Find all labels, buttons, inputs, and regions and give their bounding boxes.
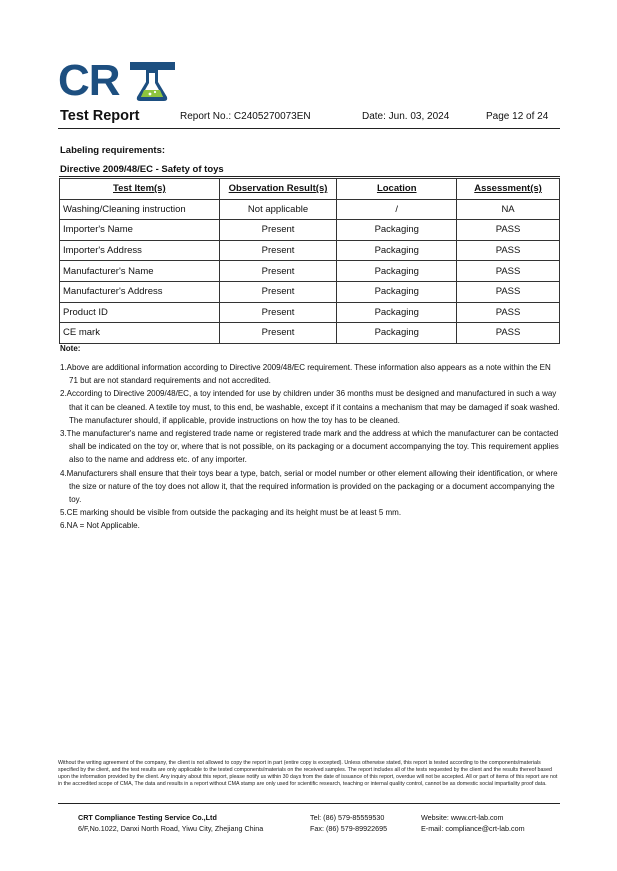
assessment-cell: PASS [457,220,560,241]
flask-t-icon [130,60,176,102]
location-cell: / [337,199,457,220]
disclaimer-text: Without the writing agreement of the company, the client is not allowed to copy the report in part (entire copy is excepted). Unless otherwise stated, this report is tested according to the components/materials specified by the client, and the test results are only applicable to the tested components/materials on the received samples. The report includes all of the tests requested by the client and the results thereof based upon the information provided by the client. Any inquiry about this report, please notify us within 30 days from the date of issuance of this report, overdue will not be accepted. All or part of items of this report are not in the accredited scope of CMA, The data and results in a report without CMA stamp are only used for scientific research, teaching or internal quality control, cannot be as domestic social impartiality proof data. [58,760,558,787]
column-header: Test Item(s) [60,179,220,200]
footer-divider [58,803,560,804]
footer-company-block [78,812,263,834]
report-header [60,108,560,126]
note-item: 1.Above are additional information according to Directive 2009/48/EC requirement. These information also appears as a note within the EN 71 but are not standard requirements and not accredited. [60,363,551,386]
email-link[interactable]: E-mail: compliance@crt-lab.com [421,824,525,833]
observation-cell: Present [219,261,337,282]
page-number: Page 12 of 24 [486,111,549,122]
footer-web-block [421,812,525,834]
assessment-cell: PASS [457,240,560,261]
table-row [60,261,560,282]
observation-cell: Present [219,281,337,302]
notes-list [60,361,560,533]
table-row [60,323,560,344]
report-date: Date: Jun. 03, 2024 [362,111,450,122]
note-item: 6.NA = Not Applicable. [60,521,140,531]
assessment-cell: NA [457,199,560,220]
column-header: Assessment(s) [457,179,560,200]
observation-cell: Present [219,323,337,344]
test-item-cell: CE mark [60,323,220,344]
telephone: Tel: (86) 579-85559530 [310,813,385,822]
table-row [60,220,560,241]
test-item-cell: Manufacturer's Address [60,281,220,302]
test-item-cell: Manufacturer's Name [60,261,220,282]
note-item: 3.The manufacturer's name and registered trade name or registered trade mark and the address at which the manufacturer can be contacted shall be indicated on the toy or, where that is not possible, on its packaging or a document accompanying the toy. This requirement applies also to the name and address etc. of any importer. [60,429,559,465]
observation-cell: Present [219,302,337,323]
location-cell: Packaging [337,323,457,344]
directive-title: Directive 2009/48/EC - Safety of toys [60,164,224,175]
location-cell: Packaging [337,302,457,323]
observation-cell: Present [219,220,337,241]
website-link[interactable]: Website: www.crt-lab.com [421,813,504,822]
column-header: Observation Result(s) [219,179,337,200]
note-heading: Note: [60,344,81,353]
observation-cell: Present [219,240,337,261]
table-row [60,240,560,261]
fax: Fax: (86) 579-89922695 [310,824,388,833]
company-name: CRT Compliance Testing Service Co.,Ltd [78,813,217,822]
test-item-cell: Product ID [60,302,220,323]
footer-phone-block [310,812,387,834]
note-item: 5.CE marking should be visible from outside the packaging and its height must be at least 5 mm. [60,508,402,518]
report-title: Test Report [60,108,140,124]
labeling-table [59,178,560,344]
test-item-cell: Importer's Address [60,240,220,261]
directive-underline [59,176,560,177]
table-row [60,281,560,302]
header-divider [58,128,560,129]
report-number: Report No.: C2405270073EN [180,111,311,122]
table-row [60,302,560,323]
note-item: 2.According to Directive 2009/48/EC, a toy intended for use by children under 36 months must be designed and manufactured in such a way that it can be cleaned. A textile toy must, to this end, be washable, except if it contains a mechanism that may be damaged if soak washed. The manufacturer should, if applicable, provide instructions on how the toy has to be cleaned. [60,389,560,425]
location-cell: Packaging [337,281,457,302]
assessment-cell: PASS [457,323,560,344]
section-heading: Labeling requirements: [60,145,166,156]
test-item-cell: Importer's Name [60,220,220,241]
column-header: Location [337,179,457,200]
location-cell: Packaging [337,220,457,241]
assessment-cell: PASS [457,281,560,302]
table-row [60,199,560,220]
location-cell: Packaging [337,240,457,261]
assessment-cell: PASS [457,261,560,282]
company-address: 6/F,No.1022, Danxi North Road, Yiwu City, Zhejiang China [78,824,264,833]
test-item-cell: Washing/Cleaning instruction [60,199,220,220]
logo-text: CR [58,56,120,105]
assessment-cell: PASS [457,302,560,323]
note-item: 4.Manufacturers shall ensure that their toys bear a type, batch, serial or model number or other element allowing their identification, or where the size or nature of the toy does not allow it, that the required information is provided on the packaging or a document accompanying the toy. [60,468,558,505]
company-logo [58,56,176,105]
location-cell: Packaging [337,261,457,282]
table-header-row [60,179,560,200]
observation-cell: Not applicable [219,199,337,220]
